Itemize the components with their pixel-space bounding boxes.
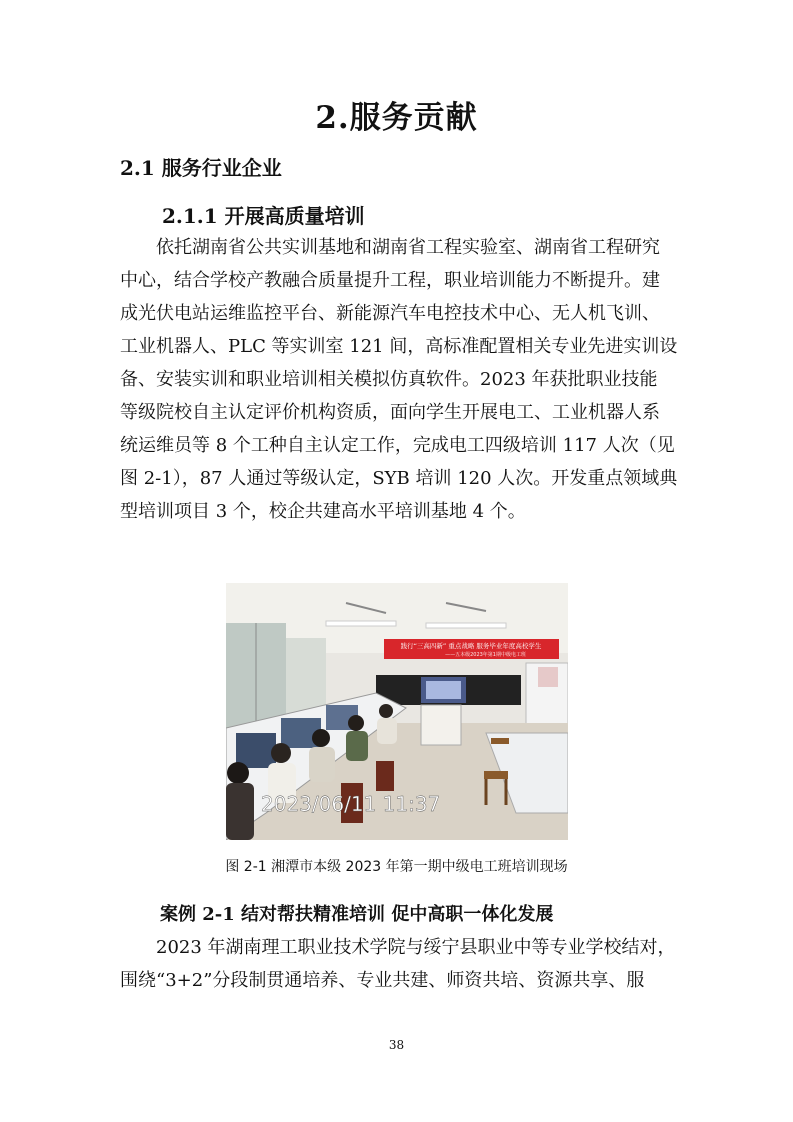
paragraph-line: 统运维员等 8 个工种自主认定工作，完成电工四级培训 117 人次（见: [120, 435, 675, 456]
case-title: 案例 2-1 结对帮扶精准培训 促中高职一体化发展: [160, 904, 554, 925]
paragraph-line: 工业机器人、PLC 等实训室 121 间，高标准配置相关专业先进实训设: [120, 336, 678, 357]
figure-caption: 图 2-1 湘潭市本级 2023 年第一期中级电工班培训现场: [225, 859, 568, 875]
case-paragraph: [120, 931, 680, 997]
body-paragraph: [120, 231, 680, 528]
subsection-title: 2.1.1 开展高质量培训: [162, 204, 365, 228]
paragraph-line: 图 2-1），87 人通过等级认定，SYB 培训 120 人次。开发重点领域典: [120, 468, 678, 489]
banner-text-line-1: 践行“三高四新” 重点战略 服务毕业年度高校学生: [400, 642, 542, 650]
section-title: 2.1 服务行业企业: [120, 156, 282, 180]
training-site-photo: [226, 583, 568, 840]
banner-text-line-2: ——五本级2023年第1期中级电工班: [445, 652, 526, 658]
paragraph-line: 等级院校自主认定评价机构资质，面向学生开展电工、工业机器人系: [120, 402, 660, 423]
paragraph-line: 备、安装实训和职业培训相关模拟仿真软件。2023 年获批职业技能: [120, 369, 658, 390]
page-number: 38: [388, 1038, 405, 1052]
paragraph-line: 围绕“3+2”分段制贯通培养、专业共建、师资共培、资源共享、服: [120, 970, 645, 991]
chapter-title: 2.服务贡献: [315, 100, 478, 136]
photo-timestamp: 2023/06/11 11:37: [261, 792, 441, 816]
paragraph-line: 2023 年湖南理工职业技术学院与绥宁县职业中等专业学校结对，: [156, 937, 676, 958]
paragraph-line: 依托湖南省公共实训基地和湖南省工程实验室、湖南省工程研究: [156, 237, 660, 258]
paragraph-line: 型培训项目 3 个，校企共建高水平培训基地 4 个。: [120, 501, 526, 522]
paragraph-line: 中心，结合学校产教融合质量提升工程，职业培训能力不断提升。建: [120, 270, 660, 291]
paragraph-line: 成光伏电站运维监控平台、新能源汽车电控技术中心、无人机飞训、: [120, 303, 660, 324]
